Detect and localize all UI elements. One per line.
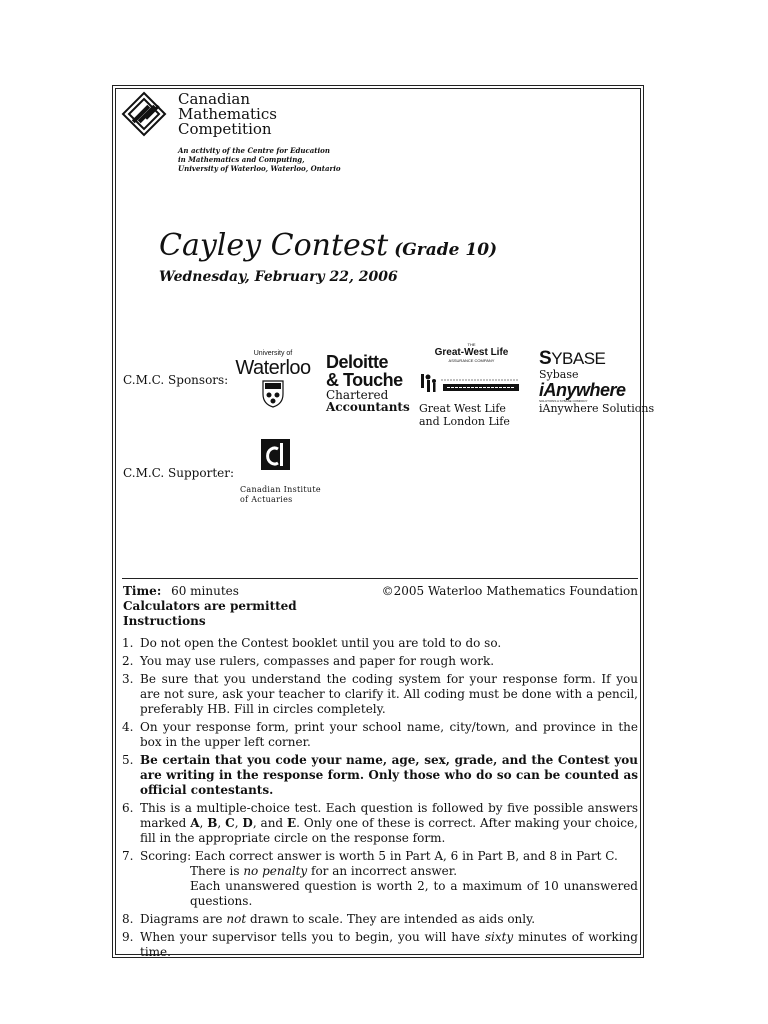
sponsors-label: C.M.C. Sponsors: bbox=[123, 373, 229, 387]
instruction-text bbox=[140, 930, 638, 960]
gwl-caption-line: and London Life bbox=[419, 415, 510, 428]
choice-d: D bbox=[242, 816, 253, 830]
gwl-caption-line: Great West Life bbox=[419, 402, 506, 415]
ianywhere-caption: iAnywhere Solutions bbox=[539, 402, 655, 415]
cmc-name-line: Mathematics bbox=[178, 105, 277, 123]
choice-e: E bbox=[287, 816, 297, 830]
cmc-logo-icon bbox=[121, 91, 167, 137]
ianywhere-sub: SOLUTIONS A SYBASE COMPANY bbox=[539, 399, 588, 403]
instruction-number: 8. bbox=[122, 912, 134, 926]
scoring-line-3: Each unanswered question is worth 2, to a maximum of 10 unanswered questions. bbox=[190, 879, 638, 908]
instruction-text: Be sure that you understand the coding system for your response form. If you are not sure, ask your teacher to clarify it. All coding must be done with a pencil, preferably HB. Fill in circles completely. bbox=[140, 672, 638, 716]
time-value: 60 minutes bbox=[171, 584, 239, 598]
instruction-number: 4. bbox=[122, 720, 134, 734]
sybase-s-icon: S bbox=[539, 348, 552, 369]
instruction-6-text-a: This is a multiple-choice test. Each question is followed by five possible answers marked bbox=[140, 801, 638, 830]
scoring-line-1: Scoring: Each correct answer is worth 5 in Part A, 6 in Part B, and 8 in Part C. bbox=[140, 849, 618, 863]
cia-caption-line: of Actuaries bbox=[240, 495, 293, 504]
instruction-8-b: drawn to scale. They are intended as aids only. bbox=[249, 912, 536, 926]
contest-date: Wednesday, February 22, 2006 bbox=[159, 269, 398, 285]
instruction-number: 1. bbox=[122, 636, 134, 650]
divider bbox=[122, 578, 638, 579]
deloitte-logo bbox=[326, 353, 410, 414]
instruction-number: 9. bbox=[122, 930, 134, 944]
choice-c: C bbox=[225, 816, 235, 830]
instruction-6-text-b: Only one of these is correct. After making your choice, fill in the appropriate circle on the response form. bbox=[140, 816, 638, 845]
instruction-item bbox=[122, 636, 638, 651]
cmc-description bbox=[178, 146, 341, 173]
instruction-9-b: minutes of working time. bbox=[140, 930, 638, 959]
choice-b: B bbox=[207, 816, 218, 830]
cmc-desc-line: An activity of the Centre for Education bbox=[178, 146, 330, 155]
cmc-name-line: Canadian bbox=[178, 90, 251, 108]
time-label: Time: bbox=[123, 584, 162, 598]
instruction-text: Be certain that you code your name, age, sex, grade, and the Contest you are writing in the response form. Only those who do so can be counted as official contestants. bbox=[140, 753, 638, 797]
scoring-line-2 bbox=[140, 864, 638, 879]
gwl-the: THE bbox=[467, 342, 476, 347]
instruction-text: You may use rulers, compasses and paper for rough work. bbox=[140, 654, 495, 668]
instructions-heading: Instructions bbox=[123, 614, 206, 628]
cia-logo-icon bbox=[261, 439, 290, 470]
instruction-number: 7. bbox=[122, 849, 134, 863]
contest-grade: (Grade 10) bbox=[394, 240, 498, 260]
cmc-name-line: Competition bbox=[178, 120, 272, 138]
calculators-note: Calculators are permitted bbox=[123, 599, 297, 613]
instruction-text bbox=[140, 912, 638, 927]
instruction-item bbox=[122, 849, 638, 909]
instruction-number: 5. bbox=[122, 753, 134, 767]
instruction-8-em: not bbox=[226, 912, 247, 926]
instruction-number: 6. bbox=[122, 801, 134, 815]
scoring-line-2-b: for an incorrect answer. bbox=[311, 864, 458, 878]
contest-title bbox=[159, 228, 497, 263]
great-west-life-logo bbox=[419, 342, 524, 363]
instruction-8-a: Diagrams are bbox=[140, 912, 223, 926]
instruction-text bbox=[140, 849, 638, 909]
instruction-number: 2. bbox=[122, 654, 134, 668]
scoring-line-2-em: no penalty bbox=[243, 864, 308, 878]
supporter-label: C.M.C. Supporter: bbox=[123, 466, 235, 480]
cia-caption bbox=[240, 485, 321, 505]
waterloo-logo bbox=[232, 350, 314, 408]
deloitte-line3: Chartered bbox=[326, 388, 389, 402]
instruction-text: This is a multiple-choice test. Each question is followed by five possible answers marked A, B, C, D, and E. Only one of these is correct. After making your choice, fill in the appropriate circle on the response form. bbox=[140, 801, 638, 845]
scoring-line-2-a: There is bbox=[190, 864, 240, 878]
instruction-9-em: sixty bbox=[484, 930, 514, 944]
cmc-desc-line: in Mathematics and Computing, bbox=[178, 155, 305, 164]
waterloo-small-text: University of bbox=[253, 350, 293, 357]
gwl-caption bbox=[419, 402, 510, 428]
instruction-item bbox=[122, 930, 638, 960]
instruction-text: On your response form, print your school name, city/town, and province in the box in the upper left corner. bbox=[140, 720, 638, 749]
instruction-item bbox=[122, 801, 638, 846]
ianywhere-logo-text: iAnywhere bbox=[539, 380, 626, 400]
deloitte-line4: Accountants bbox=[326, 400, 410, 414]
instruction-item bbox=[122, 753, 638, 798]
choice-a: A bbox=[190, 816, 200, 830]
instruction-number: 3. bbox=[122, 672, 134, 686]
gwl-sub: ASSURANCE COMPANY bbox=[448, 358, 495, 363]
instruction-item bbox=[122, 672, 638, 717]
sybase-caption: Sybase bbox=[539, 368, 579, 381]
waterloo-big-text: Waterloo bbox=[235, 357, 311, 379]
deloitte-line1: Deloitte bbox=[326, 352, 389, 372]
instruction-item bbox=[122, 912, 638, 927]
instruction-item bbox=[122, 654, 638, 669]
sybase-logo bbox=[539, 349, 654, 415]
cmc-name bbox=[178, 92, 277, 137]
waterloo-crest-icon bbox=[262, 380, 284, 408]
instruction-text: Do not open the Contest booklet until you are told to do so. bbox=[140, 636, 502, 650]
instruction-item bbox=[122, 720, 638, 750]
contest-name: Cayley Contest bbox=[159, 228, 389, 263]
cmc-desc-line: University of Waterloo, Waterloo, Ontario bbox=[178, 164, 341, 173]
time-row bbox=[123, 584, 638, 599]
sybase-name bbox=[539, 349, 654, 369]
gwl-london-life-art-icon bbox=[419, 371, 523, 396]
sybase-name-text: YBASE bbox=[551, 349, 606, 368]
instruction-9-a: When your supervisor tells you to begin, you will have bbox=[140, 930, 480, 944]
cia-caption-line: Canadian Institute bbox=[240, 485, 321, 494]
copyright: ©2005 Waterloo Mathematics Foundation bbox=[381, 584, 638, 598]
instructions-list bbox=[122, 636, 638, 963]
deloitte-line2: & Touche bbox=[326, 370, 403, 390]
gwl-name: Great-West Life bbox=[434, 347, 509, 358]
